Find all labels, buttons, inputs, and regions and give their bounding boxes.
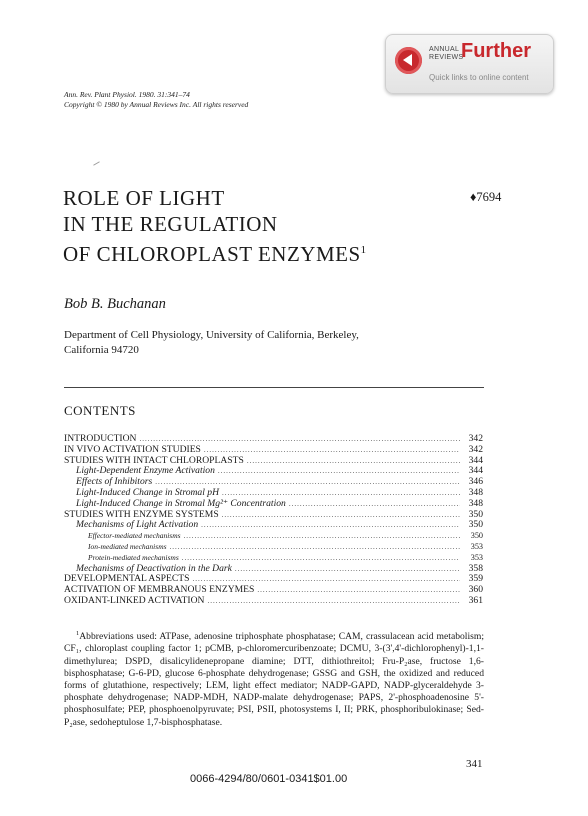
further-brand: Further [461,40,531,62]
stray-mark [93,161,100,165]
title-footnote-marker: 1 [360,244,367,256]
toc-entry[interactable]: Mechanisms of Light Activation ..... 350 [64,520,483,531]
article-title: ROLE OF LIGHT IN THE REGULATION OF CHLOROPLAST ENZYMES$^1$ [63,186,367,266]
toc-entry[interactable]: Mechanisms of Deactivation in the Dark ..... 358 [64,564,483,575]
toc-entry[interactable]: ACTIVATION OF MEMBRANOUS ENZYMES ..... 360 [64,585,483,596]
author-affiliation: Department of Cell Physiology, University of California, Berkeley, California 94720 [64,329,359,356]
toc-entry[interactable]: Light-Dependent Enzyme Activation ..... 344 [64,466,483,477]
toc-entry[interactable]: Effector-mediated mechanisms ..... 350 [64,531,483,542]
toc-entry[interactable]: Ion-mediated mechanisms ..... 353 [64,542,483,553]
author-name: Bob B. Buchanan [64,296,166,312]
toc-entry[interactable]: Light-Induced Change in Stromal Mg²⁺ Concentration ..... 348 [64,499,483,510]
toc-entry[interactable]: STUDIES WITH ENZYME SYSTEMS ..... 350 [64,510,483,521]
table-of-contents [64,434,483,607]
toc-entry[interactable]: INTRODUCTION ..... 342 [64,434,483,445]
badge-tagline: Quick links to online content [429,73,529,82]
toc-entry[interactable]: OXIDANT-LINKED ACTIVATION ..... 361 [64,596,483,607]
toc-entry[interactable]: Protein-mediated mechanisms ..... 353 [64,553,483,564]
toc-entry[interactable]: Effects of Inhibitors ..... 346 [64,477,483,488]
journal-citation: Ann. Rev. Plant Physiol. 1980. 31:341–74 Copyright © 1980 by Annual Reviews Inc. All rights reserved [64,90,249,109]
footnote-marker: 1 [76,630,80,637]
toc-entry[interactable]: DEVELOPMENTAL ASPECTS ..... 359 [64,574,483,585]
page-number: 341 [466,758,483,770]
section-divider [64,387,484,388]
annual-reviews-further-badge[interactable] [385,34,554,94]
contents-heading: CONTENTS [64,403,136,418]
abbreviations-footnote: $^1$Abbreviations used: ATPase, adenosine triphosphate phosphatase; CAM, crassulacean acid metabolism; CF₁, chloroplast coupling factor 1; pCMB, p-chloromercuribenzoate; DCMU, 3-(3',4'-dichlorophenyl)-1,1-dimethylurea; DSPD, disalicylidenepropane diamine; DTT, dithiothreitol; Fru-P₂ase, fructose 1,6-bisphosphatase; G-6-PD, glucose 6-phosphate dehydrogenase; GSSG and GSH, the oxidized and reduced forms of glutathione, respectively; LEM, light effect mediator; NADP-GAPD, NADP-glyceraldehyde 3-phosphate dehydrogenase; NADP-MDH, NADP-malate dehydrogenase; PAPS, 2'-phosphoadenosine 5'-phosphosulfate; PEP, phosphoenolpyruvate; PSI, PSII, photosystems I, II; PRK, phosphoribulokinase; Sed-P₂ase, sedoheptulose 1,7-bisphosphatase. [64,630,484,728]
annual-reviews-logo-text: ANNUAL REVIEWS [429,46,464,61]
toc-entry[interactable]: Light-Induced Change in Stromal pH ..... 348 [64,488,483,499]
toc-entry[interactable]: IN VIVO ACTIVATION STUDIES ..... 342 [64,445,483,456]
issn-code: 0066-4294/80/0601-0341$01.00 [190,773,348,785]
document-number: ♦7694 [470,190,502,204]
back-arrow-icon [395,47,422,74]
toc-entry[interactable]: STUDIES WITH INTACT CHLOROPLASTS ..... 344 [64,456,483,467]
